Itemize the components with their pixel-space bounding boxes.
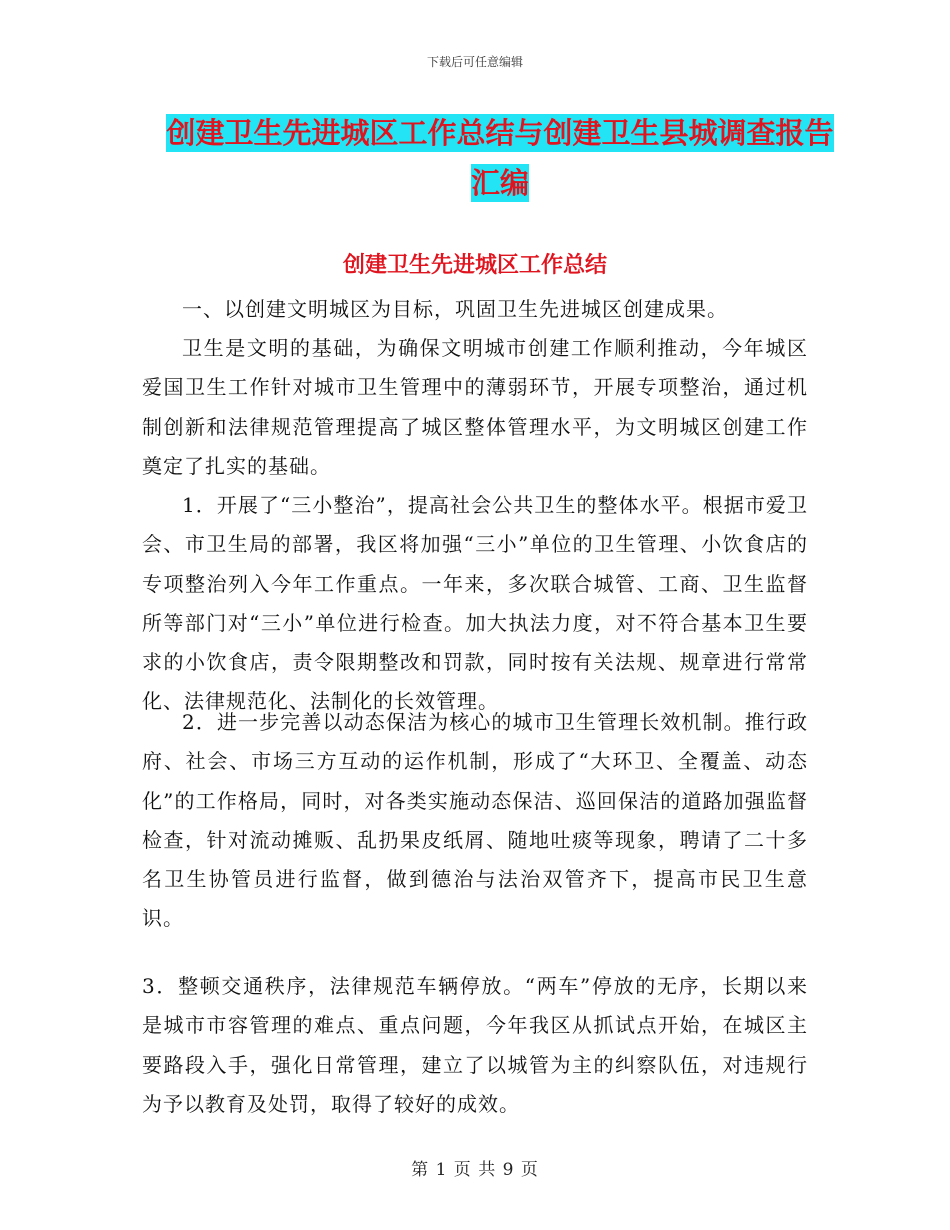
paragraph-item-2: 2．进一步完善以动态保洁为核心的城市卫生管理长效机制。推行政府、社会、市场三方互动的运作机制，形成了“大环卫、全覆盖、动态化”的工作格局，同时，对各类实施动态保洁、巡回保洁的道路加强监督检查，针对流动摊贩、乱扔果皮纸屑、随地吐痰等现象，聘请了二十多名卫生协管员进行监督，做到德治与法治双管齐下，提高市民卫生意识。	[142, 710, 808, 931]
document-title-line1: 创建卫生先进城区工作总结与创建卫生县城调查报告	[166, 116, 834, 150]
page-header-note: 下载后可任意编辑	[426, 55, 523, 69]
paragraph-item-1: 1．开展了“三小整治”，提高社会公共卫生的整体水平。根据市爱卫会、市卫生局的部署，我区将加强“三小”单位的卫生管理、小饮食店的专项整治列入今年工作重点。一年来，多次联合城管、工商、卫生监督所等部门对“三小”单位进行检查。加大执法力度，对不符合基本卫生要求的小饮食店，责令限期整改和罚款，同时按有关法规、规章进行常常化、法律规范化、法制化的长效管理。	[142, 493, 808, 714]
page-footer: 第 1 页 共 9 页	[411, 1160, 539, 1180]
document-title-line2: 汇编	[470, 166, 529, 200]
paragraph-intro: 卫生是文明的基础，为确保文明城市创建工作顺利推动，今年城区爱国卫生工作针对城市卫生管理中的薄弱环节，开展专项整治，通过机制创新和法律规范管理提高了城区整体管理水平，为文明城区创建工作奠定了扎实的基础。	[142, 336, 808, 478]
document-title	[140, 108, 860, 208]
section-title: 创建卫生先进城区工作总结	[342, 253, 607, 278]
paragraph-item-3: 3．整顿交通秩序，法律规范车辆停放。“两车”停放的无序，长期以来是城市市容管理的难点、重点问题，今年我区从抓试点开始，在城区主要路段入手，强化日常管理，建立了以城管为主的纠察队伍，对违规行为予以教育及处罚，取得了较好的成效。	[142, 974, 808, 1116]
paragraph-heading-1: 一、以创建文明城区为目标，巩固卫生先进城区创建成果。	[182, 297, 728, 321]
